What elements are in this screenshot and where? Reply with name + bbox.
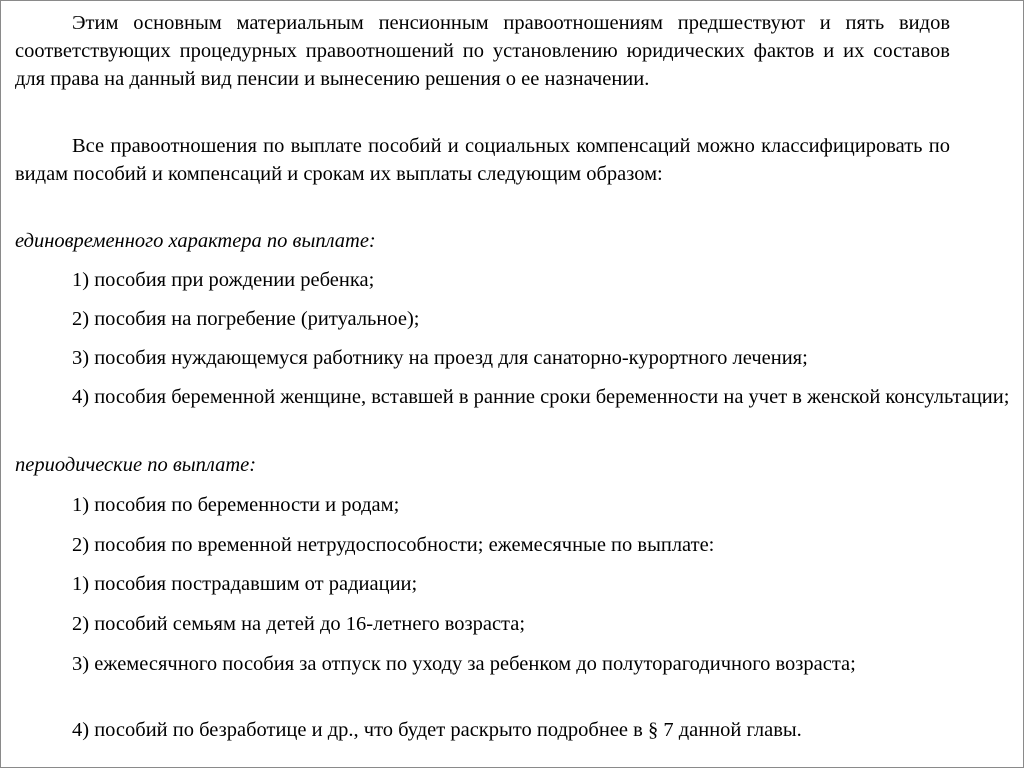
list-item-lump-sum-4: 4) пособия беременной женщине, вставшей в ранние сроки беременности на учет в женской консультации; bbox=[72, 386, 1010, 408]
list-item-lump-sum-3: 3) пособия нуждающемуся работнику на проезд для санаторно-курортного лечения; bbox=[72, 347, 808, 369]
list-item-monthly-4: 4) пособий по безработице и др., что будет раскрыто подробнее в § 7 данной главы. bbox=[72, 719, 802, 741]
paragraph-pension-procedures: Этим основным материальным пенсионным правоотношениям предшествуют и пять видов соответствующих процедурных правоотношений по установлению юридических фактов и их составов для права на данный вид пенсии и вынесению решения о ее назначении. bbox=[15, 12, 950, 90]
heading-lump-sum: единовременного характера по выплате: bbox=[15, 230, 376, 252]
list-item-lump-sum-1: 1) пособия при рождении ребенка; bbox=[72, 269, 375, 291]
list-item-monthly-2: 2) пособий семьям на детей до 16-летнего возраста; bbox=[72, 613, 526, 635]
list-item-periodic-1: 1) пособия по беременности и родам; bbox=[72, 494, 400, 516]
list-item-lump-sum-2: 2) пособия на погребение (ритуальное); bbox=[72, 308, 420, 330]
list-item-monthly-3: 3) ежемесячного пособия за отпуск по уходу за ребенком до полуторагодичного возраста; bbox=[72, 653, 856, 675]
list-item-monthly-1: 1) пособия пострадавшим от радиации; bbox=[72, 573, 418, 595]
list-item-periodic-2: 2) пособия по временной нетрудоспособности; ежемесячные по выплате: bbox=[72, 534, 715, 556]
heading-periodic: периодические по выплате: bbox=[15, 454, 257, 476]
paragraph-benefits-classification: Все правоотношения по выплате пособий и социальных компенсаций можно классифицировать по видам пособий и компенсаций и срокам их выплаты следующим образом: bbox=[15, 135, 950, 185]
